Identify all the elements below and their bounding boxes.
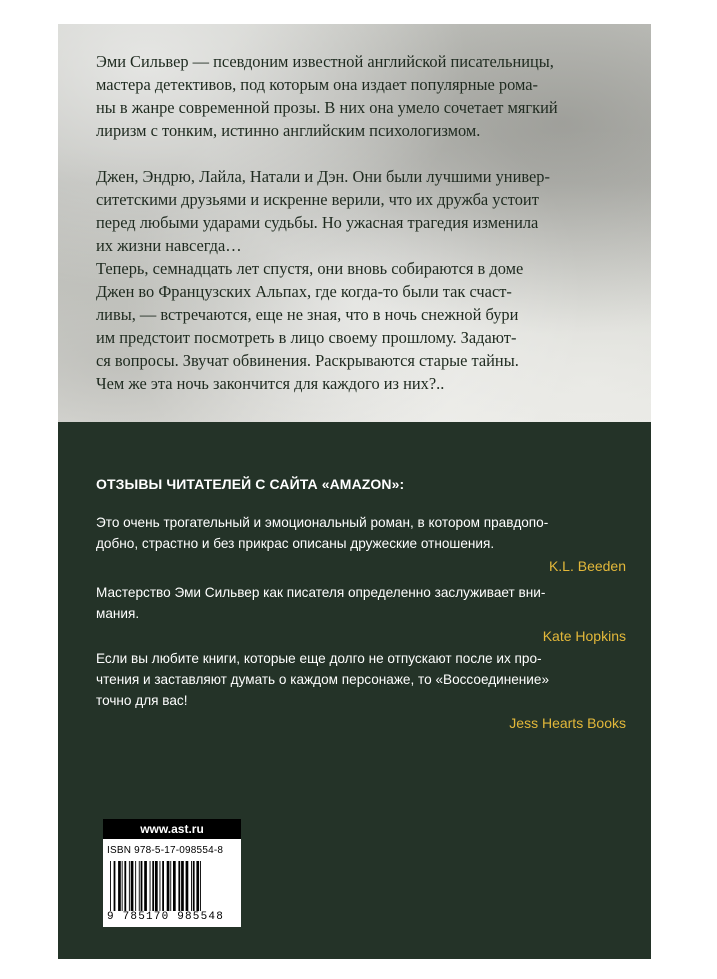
isbn-text: ISBN 978-5-17-098554-8 [107, 845, 224, 856]
book-back-cover [58, 24, 651, 959]
reviews-heading: ОТЗЫВЫ ЧИТАТЕЛЕЙ С САЙТА «AMAZON»: [96, 476, 405, 492]
review-item [96, 648, 626, 734]
barcode-image [108, 861, 238, 911]
barcode-digits: 9 785170 985548 [107, 911, 225, 923]
publisher-site: www.ast.ru [103, 819, 241, 839]
review-item [96, 512, 626, 577]
description-text [96, 50, 624, 395]
review-text: Мастерство Эми Сильвер как писателя определенно заслуживает вни- мания. [96, 585, 546, 621]
author-intro: Эми Сильвер — псевдоним известной английской писательницы, мастера детективов, под которым она издает популярные рома- ны в жанре современной прозы. В них она умело сочетает мягкий лиризм с тонким, истинно английским психологизмом. [96, 52, 558, 140]
review-author: K.L. Beeden [548, 558, 626, 574]
review-text: Это очень трогательный и эмоциональный роман, в котором правдопо- добно, страстно и без прикрас описаны дружеские отношения. [96, 515, 549, 551]
review-author: Kate Hopkins [542, 628, 626, 644]
review-author: Jess Hearts Books [509, 715, 626, 731]
plot-paragraph-2: Теперь, семнадцать лет спустя, они вновь собираются в доме Джен во Французских Альпах, где когда-то были так счаст- ливы, — встречаются, еще не зная, что в ночь снежной бури им предстоит посмотреть в лицо своему прошлому. Задают- ся вопросы. Звучат обвинения. Раскрываются старые тайны. Чем же эта ночь закончится для каждого из них?.. [96, 259, 524, 393]
review-text: Если вы любите книги, которые еще долго не отпускают после их про- чтения и заставляют думать о каждом персонаже, то «Воссоединение» точно для вас! [96, 651, 550, 708]
barcode-block [103, 819, 241, 927]
reviews-panel [58, 422, 651, 959]
plot-paragraph-1: Джен, Эндрю, Лайла, Натали и Дэн. Они были лучшими универ- ситетскими друзьями и искренне верили, что их дружба устоит перед любыми ударами судьбы. Но ужасная трагедия изменила их жизни навсегда… [96, 167, 550, 255]
description-panel [58, 24, 651, 422]
review-item [96, 582, 626, 647]
